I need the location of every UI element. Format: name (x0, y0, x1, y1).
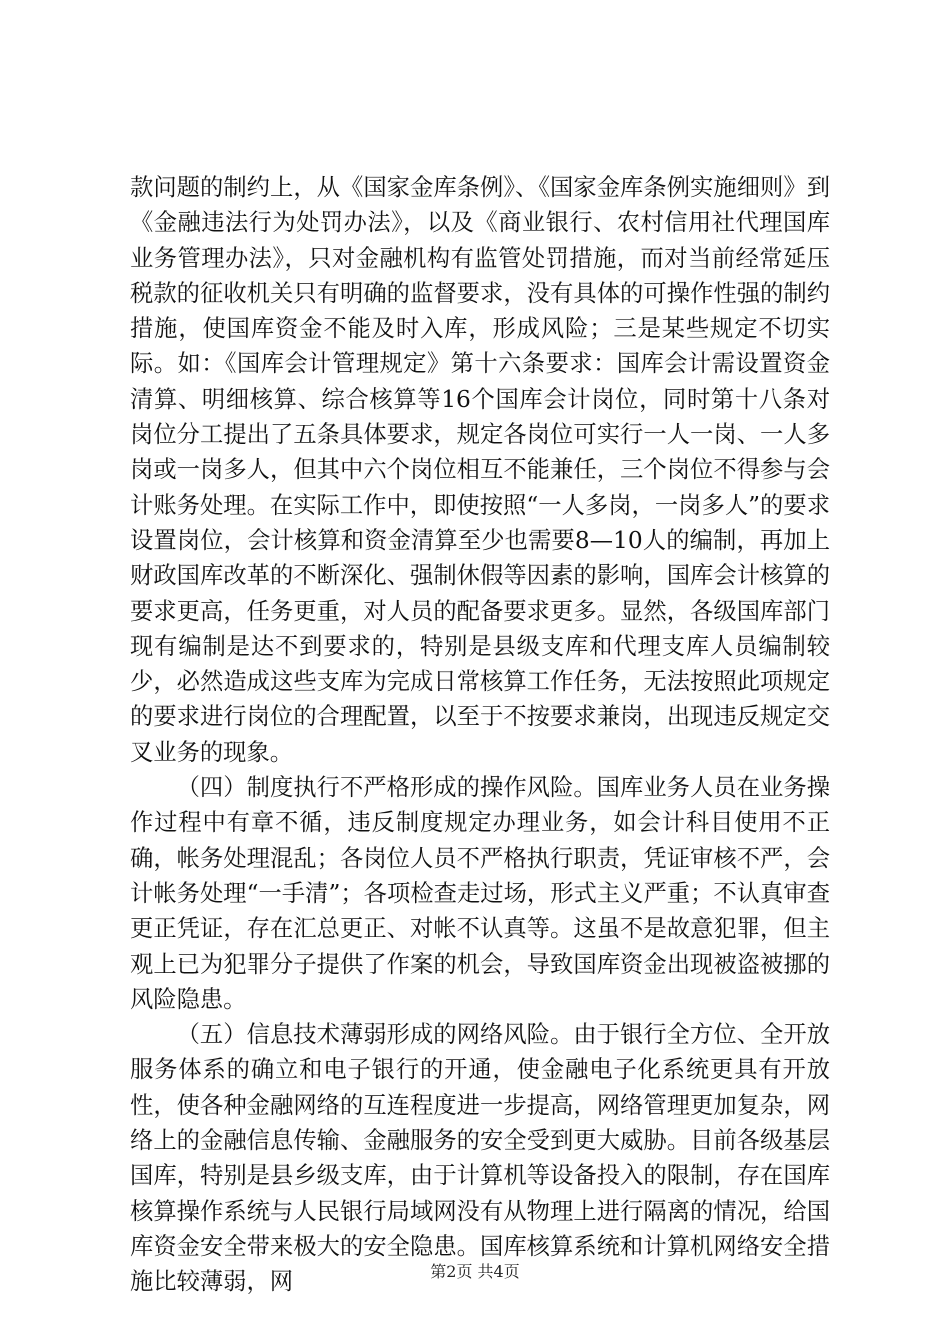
paragraph-network-risk: （五）信息技术薄弱形成的网络风险。由于银行全方位、全开放服务体系的确立和电子银行的开通，使金融电子化系统更具有开放性，使各种金融网络的互连程度进一步提高，网络管理更加复杂，网络上的金融信息传输、金融服务的安全受到更大威胁。目前各级基层国库，特别是县乡级支库，由于计算机等设备投入的限制，存在国库核算操作系统与人民银行局域网没有从物理上进行隔离的情况，给国库资金安全带来极大的安全隐患。国库核算系统和计算机网络安全措施比较薄弱，网 (130, 1021, 830, 1296)
document-body (130, 170, 830, 1300)
paragraph-operation-risk: （四）制度执行不严格形成的操作风险。国库业务人员在业务操作过程中有章不循，违反制度规定办理业务，如会计科目使用不正确，帐务处理混乱；各岗位人员不严格执行职责，凭证审核不严，会计帐务处理“一手清”；各项检查走过场，形式主义严重；不认真审查更正凭证，存在汇总更正、对帐不认真等。这虽不是故意犯罪，但主观上已为犯罪分子提供了作案的机会，导致国库资金出现被盗被挪的风险隐患。 (130, 774, 830, 1013)
paragraph-continued: 款问题的制约上，从《国家金库条例》、《国家金库条例实施细则》到《金融违法行为处罚办法》，以及《商业银行、农村信用社代理国库业务管理办法》，只对金融机构有监管处罚措施，而对当前经常延压税款的征收机关只有明确的监督要求，没有具体的可操作性强的制约措施，使国库资金不能及时入库，形成风险；三是某些规定不切实际。如：《国库会计管理规定》第十六条要求：国库会计需设置资金清算、明细核算、综合核算等16个国库会计岗位，同时第十八条对岗位分工提出了五条具体要求，规定各岗位可实行一人一岗、一人多岗或一岗多人，但其中六个岗位相互不能兼任，三个岗位不得参与会计账务处理。在实际工作中，即使按照“一人多岗，一岗多人”的要求设置岗位，会计核算和资金清算至少也需要8—10人的编制，再加上财政国库改革的不断深化、强制休假等因素的影响，国库会计核算的要求更高，任务更重，对人员的配备要求更多。显然，各级国库部门现有编制是达不到要求的，特别是县级支库和代理支库人员编制较少，必然造成这些支库为完成日常核算工作任务，无法按照此项规定的要求进行岗位的合理配置，以至于不按要求兼岗，出现违反规定交叉业务的现象。 (130, 174, 830, 766)
page-footer: 第2页 共4页 (430, 1262, 520, 1281)
